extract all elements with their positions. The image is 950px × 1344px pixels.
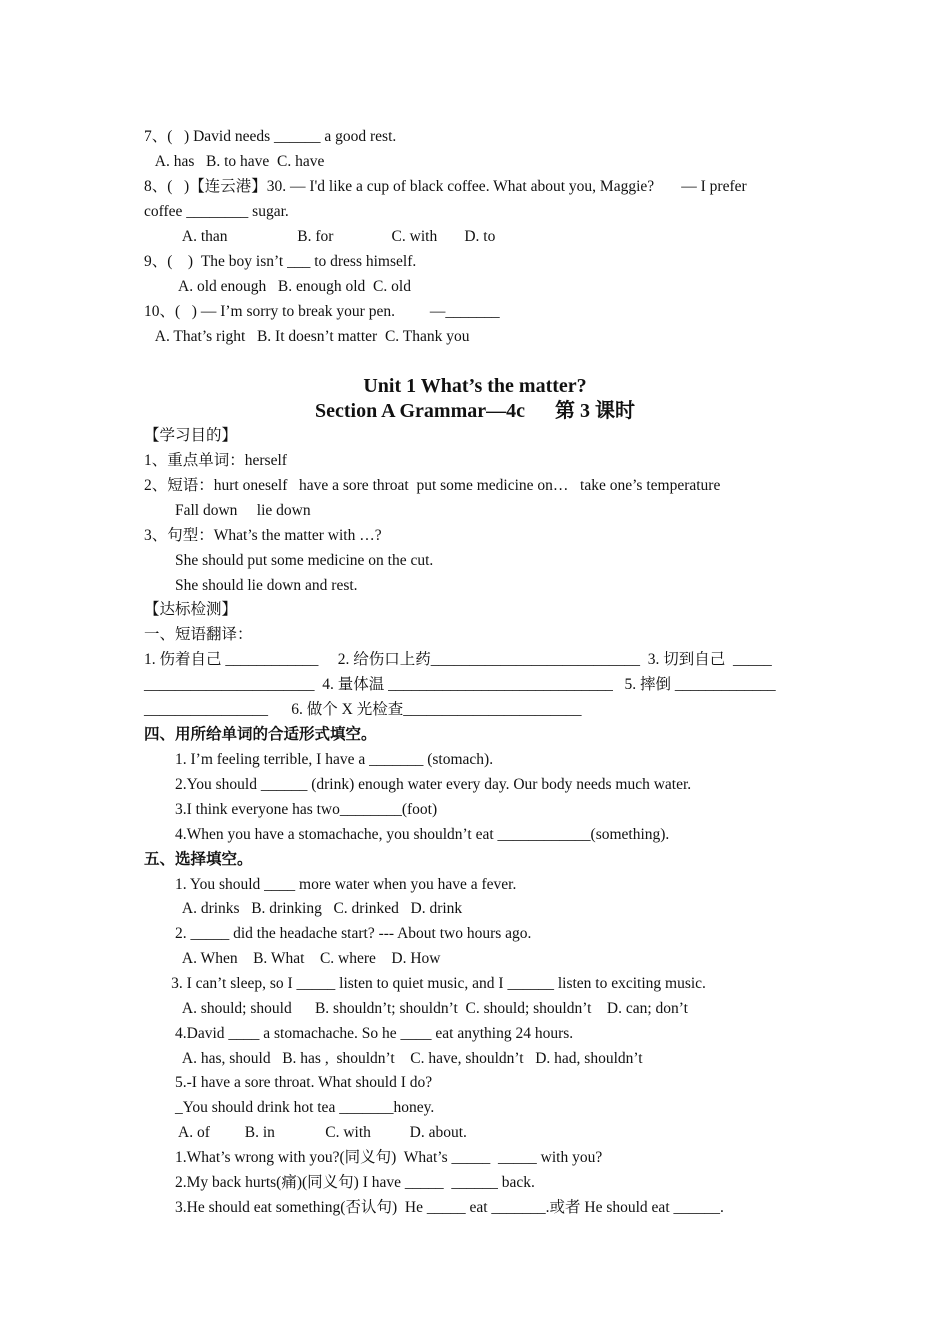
choice-3-options: A. should; should B. shouldn’t; shouldn’t C. should; shouldn’t D. can; don’t bbox=[144, 1000, 688, 1017]
objectives-heading: 【学习目的】 bbox=[144, 427, 238, 444]
question-10: 10、( ) — I’m sorry to break your pen. —_______ bbox=[144, 303, 500, 320]
question-9-options: A. old enough B. enough old C. old bbox=[144, 278, 411, 295]
fill-item-2: 2.You should ______ (drink) enough water every day. Our body needs much water. bbox=[144, 776, 692, 793]
translation-heading: 一、短语翻译： bbox=[144, 626, 253, 643]
section-title: Section A Grammar—4c 第 3 课时 bbox=[315, 400, 635, 422]
choice-3: 3. I can’t sleep, so I _____ listen to quiet music, and I ______ listen to exciting music. bbox=[144, 975, 706, 992]
unit-title: Unit 1 What’s the matter? bbox=[363, 375, 587, 397]
sentence-patterns: 3、句型：What’s the matter with …? bbox=[144, 527, 382, 544]
phrases-continued: Fall down lie down bbox=[144, 502, 311, 519]
rewrite-2: 2.My back hurts(痛)(同义句) I have _____ ______ back. bbox=[144, 1174, 535, 1191]
choice-5-options: A. of B. in C. with D. about. bbox=[144, 1124, 467, 1141]
choice-1: 1. You should ____ more water when you have a fever. bbox=[144, 876, 517, 893]
fill-item-4: 4.When you have a stomachache, you shouldn’t eat ____________(something). bbox=[144, 826, 670, 843]
choice-5-continued: _You should drink hot tea _______honey. bbox=[144, 1099, 435, 1116]
phrases: 2、短语：hurt oneself have a sore throat put some medicine on… take one’s temperature bbox=[144, 477, 721, 494]
choice-5: 5.-I have a sore throat. What should I do? bbox=[144, 1074, 433, 1091]
question-9: 9、( ) The boy isn’t ___ to dress himself. bbox=[144, 253, 417, 270]
choice-2-options: A. When B. What C. where D. How bbox=[144, 950, 441, 967]
section-4-heading: 四、用所给单词的合适形式填空。 bbox=[144, 726, 377, 743]
question-8: 8、( )【连云港】30. — I'd like a cup of black coffee. What about you, Maggie? — I prefer bbox=[144, 178, 747, 195]
key-words: 1、重点单词：herself bbox=[144, 452, 287, 469]
sentence-pattern-3: She should lie down and rest. bbox=[144, 577, 358, 594]
fill-item-3: 3.I think everyone has two________(foot) bbox=[144, 801, 438, 818]
section-5-heading: 五、选择填空。 bbox=[144, 851, 253, 868]
question-7-options: A. has B. to have C. have bbox=[144, 153, 325, 170]
question-8-continued: coffee ________ sugar. bbox=[144, 203, 289, 220]
translation-line-1: 1. 伤着自己 ____________ 2. 给伤口上药___________________________ 3. 切到自己 _____ bbox=[144, 651, 772, 668]
fill-item-1: 1. I’m feeling terrible, I have a _______ (stomach). bbox=[144, 751, 494, 768]
translation-line-3: ________________ 6. 做个 X 光检查_______________________ bbox=[144, 701, 582, 718]
question-8-options: A. than B. for C. with D. to bbox=[144, 228, 496, 245]
translation-line-2: ______________________ 4. 量体温 _____________________________ 5. 摔倒 _____________ bbox=[144, 676, 776, 693]
test-heading: 【达标检测】 bbox=[144, 601, 238, 618]
rewrite-1: 1.What’s wrong with you?(同义句) What’s _____ _____ with you? bbox=[144, 1149, 603, 1166]
choice-1-options: A. drinks B. drinking C. drinked D. drink bbox=[144, 900, 463, 917]
rewrite-3: 3.He should eat something(否认句) He _____ eat _______.或者 He should eat ______. bbox=[144, 1199, 724, 1216]
question-7: 7、( ) David needs ______ a good rest. bbox=[144, 128, 397, 145]
choice-4-options: A. has, should B. has , shouldn’t C. have, shouldn’t D. had, shouldn’t bbox=[144, 1050, 643, 1067]
sentence-pattern-2: She should put some medicine on the cut. bbox=[144, 552, 434, 569]
choice-4: 4.David ____ a stomachache. So he ____ eat anything 24 hours. bbox=[144, 1025, 574, 1042]
choice-2: 2. _____ did the headache start? --- About two hours ago. bbox=[144, 925, 532, 942]
question-10-options: A. That’s right B. It doesn’t matter C. Thank you bbox=[144, 328, 470, 345]
